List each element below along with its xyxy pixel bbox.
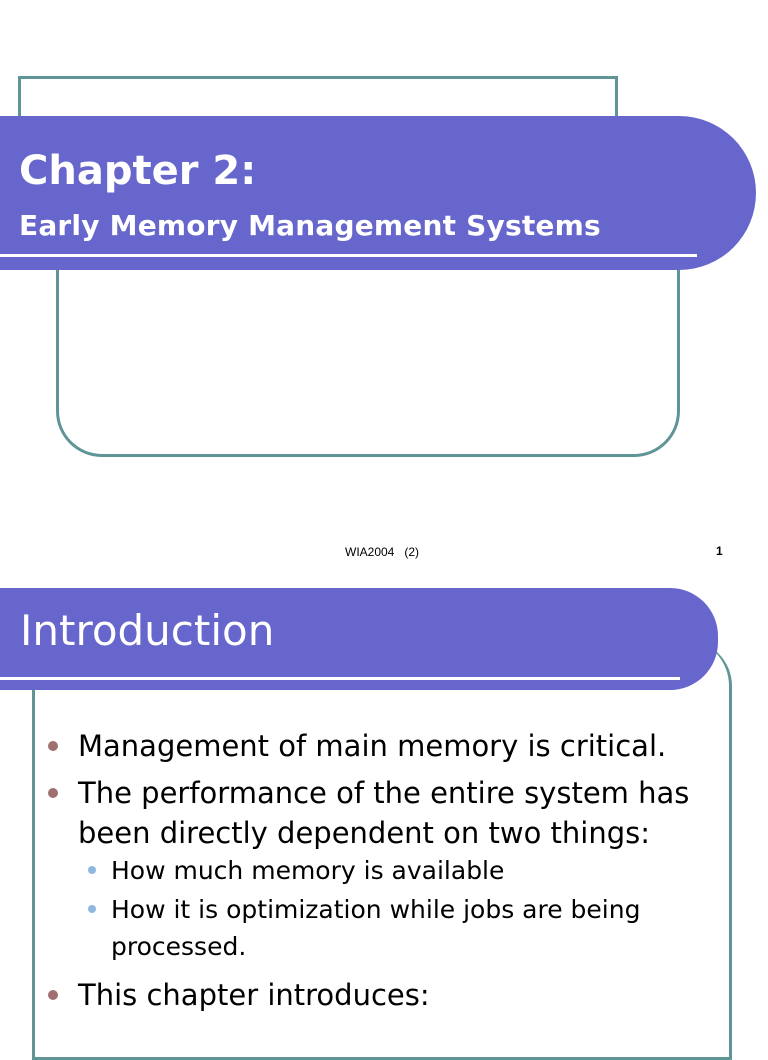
slide-footer: WIA2004 (2): [345, 545, 420, 559]
bullet-text: Management of main memory is critical.: [78, 729, 667, 763]
bullet-dot-icon: [48, 741, 58, 751]
title-frame-bottom: [56, 250, 680, 457]
section-title: Introduction: [20, 606, 275, 655]
bullet-text: The performance of the entire system has: [78, 776, 690, 810]
bullet-dot-icon: [48, 990, 58, 1000]
sub-bullet-text: How it is optimization while jobs are being: [111, 895, 641, 924]
section-banner-rule: [0, 677, 680, 680]
page-number: 1: [716, 544, 723, 558]
bullet-text: This chapter introduces:: [78, 978, 430, 1012]
title-banner-rule: [0, 254, 697, 257]
sub-bullet-dot-icon: [88, 866, 96, 874]
slide-subtitle: Early Memory Management Systems: [19, 209, 601, 242]
bullet-text: been directly dependent on two things:: [78, 816, 650, 850]
bullet-dot-icon: [48, 788, 58, 798]
slide-title: Chapter 2:: [19, 148, 257, 194]
sub-bullet-text: How much memory is available: [111, 856, 505, 885]
sub-bullet-dot-icon: [88, 905, 96, 913]
sub-bullet-text: processed.: [111, 932, 247, 961]
